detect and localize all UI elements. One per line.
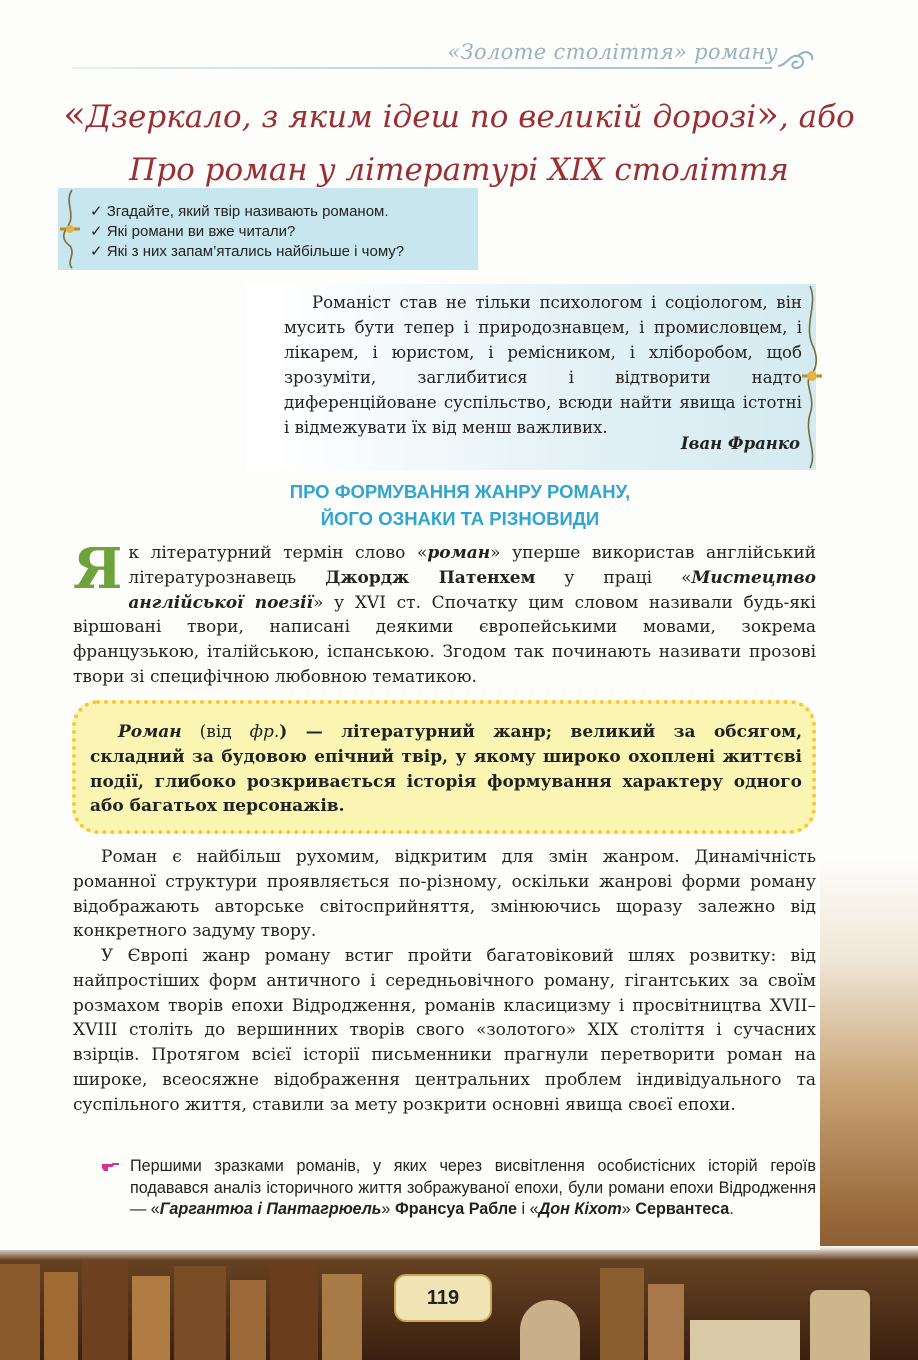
- scroll-ornament-icon: [776, 46, 816, 76]
- title-quoted-part: Дзеркало, з яким ідеш по великій дорозі: [85, 99, 757, 135]
- questions-list: [58, 188, 478, 262]
- title-open-quote: «: [63, 93, 86, 136]
- title-close-quote: »: [756, 93, 779, 136]
- header-rule: [72, 67, 772, 69]
- definition-body: — літературний жанр; великий за обсягом, складний за будовою епічний твір, у якому широко охоплені життєві події, глибоко розкривається історія формування характеру одного або багатьох персонажів.: [90, 722, 802, 817]
- text-run: »: [621, 1200, 636, 1218]
- author-name: Франсуа Рабле: [394, 1200, 517, 1218]
- title-line-1: [40, 88, 878, 144]
- section-title-line-1: ПРО ФОРМУВАННЯ ЖАНРУ РОМАНУ,: [289, 481, 631, 502]
- page-number: 119: [394, 1274, 492, 1322]
- paragraph-3-text: У Європі жанр роману встиг пройти багатовіковий шлях розвитку: від найпростіших форм античного і середньовічного роману, гігантських за своїм розмахом творів епохи Відродження, романів класицизму і просвітництва XVII–XVIII століть до вершинних творів свого «золотого» XIX століття і сучасних взірців. Протягом всієї історії письменники прагнули перетворити роман на широке, всеосяжне відображення центральних проблем індивідуального та суспільного життя, ставили за мету розкрити основні явища своєї епохи.: [73, 946, 816, 1115]
- text-run: .: [729, 1200, 734, 1218]
- text-run: » у XVI ст. Спочатку цим словом називали будь-які віршовані твори, написані деякими європейськими мовами, зокрема французькою, італійською, іспанською. Згодом так починають називати прозові твори зі специфічною любовною тематикою.: [73, 592, 816, 687]
- question-item: ✓ Які з них запам’ятались найбільше і чому?: [90, 242, 478, 262]
- book-spine: [648, 1284, 684, 1360]
- running-head: [72, 40, 812, 74]
- term-roman: роман: [427, 543, 491, 563]
- epigraph-author: Іван Франко: [680, 434, 800, 453]
- paragraph-2: [73, 845, 816, 944]
- question-item: ✓ Згадайте, який твір називають романом.: [90, 202, 478, 222]
- paragraph-3: [73, 944, 816, 1118]
- definition-text: [90, 720, 802, 819]
- text-run: у праці «: [535, 567, 692, 588]
- title-line-2: Про роман у літературі XIX століття: [129, 152, 789, 188]
- text-run: ): [279, 722, 288, 742]
- note-paragraph: [104, 1156, 816, 1221]
- definition-term: Роман: [118, 722, 182, 742]
- scroll-ornament-icon: [800, 284, 824, 470]
- text-run: »: [381, 1200, 395, 1218]
- work-title: Мистецтво англійської поезії: [128, 567, 816, 613]
- text-run: і «: [516, 1200, 539, 1218]
- work-title: Дон Кіхот: [538, 1200, 622, 1218]
- questions-box: [58, 188, 478, 270]
- text-run: Першими зразками романів, у яких через висвітлення особистісних історій героїв подавався аналіз історичного життя зображуваної епохи, були романи епохи Відродження — «: [130, 1157, 816, 1218]
- work-title: Гаргантюа і Пантагрюель: [159, 1200, 382, 1218]
- book-spine: [230, 1280, 266, 1360]
- fade-overlay: [0, 1246, 918, 1260]
- author-name: Сервантеса: [635, 1200, 730, 1218]
- book-spine: [270, 1262, 318, 1360]
- book-spine: [322, 1274, 362, 1360]
- book-spine: [132, 1276, 170, 1360]
- epigraph-quote: Романіст став не тільки психологом і соціологом, він мусить бути тепер і природознавцем, і промисловцем, і лікарем, і юристом, і ремісником, і хліборобом, щоб зрозуміти, заглибитися і відтворити надто диференційоване суспільство, всюди найти явища істотні і відмежувати їх від менш важливих.: [284, 293, 802, 437]
- running-head-text: «Золоте століття» роману: [447, 40, 778, 64]
- text-run: к літературний термін слово «: [128, 543, 428, 563]
- title-line1-rest: , або: [778, 99, 855, 135]
- open-book: [690, 1320, 800, 1360]
- pointing-hand-icon: [101, 1159, 121, 1173]
- section-title: [60, 478, 860, 532]
- book-spine: [44, 1272, 78, 1360]
- book-spine: [82, 1260, 128, 1360]
- paragraph-2-text: Роман є найбільш рухомим, відкритим для змін жанром. Динамічність романної структури проявляється по-різному, оскільки жанрові форми роману відображають авторське світосприйняття, змінюючись щоразу залежно від конкретного задуму твору.: [73, 847, 816, 942]
- vase: [520, 1300, 580, 1360]
- scroll-ornament-icon: [58, 188, 82, 270]
- drop-cap: Я: [73, 536, 123, 602]
- epigraph-text: [284, 290, 802, 440]
- intro-paragraph: [73, 536, 816, 690]
- book-spine: [600, 1268, 644, 1360]
- book-spine: [174, 1266, 226, 1360]
- book-spine: [0, 1264, 40, 1360]
- definition-box: [72, 700, 816, 834]
- vase: [810, 1290, 870, 1360]
- epigraph-box: [246, 284, 816, 470]
- text-run: » уперше використав англійський літературознавець: [128, 543, 816, 588]
- question-item: ✓ Які романи ви вже читали?: [90, 222, 478, 242]
- person-name: Джордж Патенхем: [325, 567, 536, 588]
- page-title: [40, 88, 878, 197]
- origin-language: фр.: [249, 722, 280, 742]
- text-run: (від: [181, 722, 250, 742]
- section-title-line-2: ЙОГО ОЗНАКИ ТА РІЗНОВИДИ: [320, 508, 600, 529]
